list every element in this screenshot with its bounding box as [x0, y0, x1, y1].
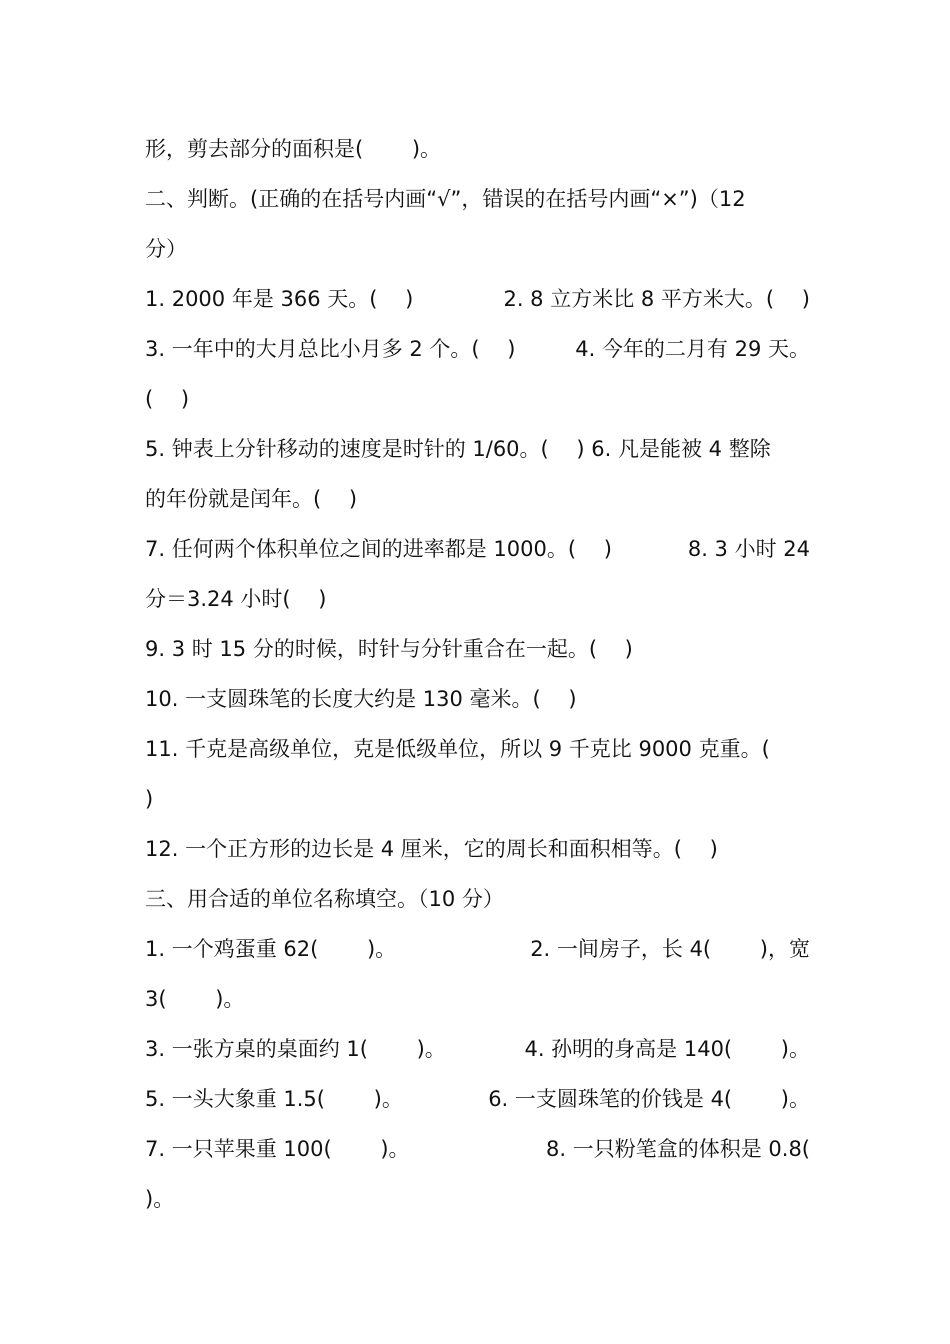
question-row	[145, 274, 810, 324]
exercise-text	[145, 124, 810, 1224]
text-line: 11. 千克是高级单位，克是低级单位，所以 9 千克比 9000 克重。(	[145, 737, 770, 761]
question-right: 6. 一支圆珠笔的价钱是 4( )。	[488, 1087, 810, 1111]
text-line: 的年份就是闰年。( )	[145, 487, 358, 511]
text-line: 10. 一支圆珠笔的长度大约是 130 毫米。( )	[145, 687, 577, 711]
text-line: 分）	[145, 237, 187, 261]
question-row	[145, 324, 810, 374]
question-right: 8. 3 小时 24	[687, 537, 810, 561]
question-right: 4. 孙明的身高是 140( )。	[524, 1037, 810, 1061]
text-line: ( )	[145, 387, 190, 411]
question-row	[145, 1024, 810, 1074]
question-left: 1. 2000 年是 366 天。( )	[145, 287, 414, 311]
question-left: 7. 一只苹果重 100( )。	[145, 1137, 410, 1161]
text-line: )。	[145, 1187, 175, 1211]
text-line: 三、用合适的单位名称填空。（10 分）	[145, 887, 504, 911]
text-line: 9. 3 时 15 分的时候，时针与分针重合在一起。( )	[145, 637, 633, 661]
text-line: 二、判断。(正确的在括号内画“√”，错误的在括号内画“×”)（12	[145, 187, 746, 211]
question-row	[145, 1074, 810, 1124]
question-left: 3. 一张方桌的桌面约 1( )。	[145, 1037, 446, 1061]
text-line: 分＝3.24 小时( )	[145, 587, 327, 611]
question-left: 5. 一头大象重 1.5( )。	[145, 1087, 403, 1111]
question-left: 1. 一个鸡蛋重 62( )。	[145, 937, 397, 961]
question-row	[145, 924, 810, 974]
text-line: )	[145, 787, 154, 811]
question-row	[145, 1124, 810, 1174]
question-row	[145, 524, 810, 574]
question-left: 7. 任何两个体积单位之间的进率都是 1000。( )	[145, 537, 612, 561]
text-line: 12. 一个正方形的边长是 4 厘米，它的周长和面积相等。( )	[145, 837, 718, 861]
question-right: 8. 一只粉笔盒的体积是 0.8(	[546, 1137, 810, 1161]
text-line: 3( )。	[145, 987, 245, 1011]
text-line: 5. 钟表上分针移动的速度是时针的 1/60。( ) 6. 凡是能被 4 整除	[145, 437, 771, 461]
question-right: 2. 一间房子，长 4( )，宽	[530, 937, 810, 961]
question-left: 3. 一年中的大月总比小月多 2 个。( )	[145, 337, 516, 361]
text-line: 形，剪去部分的面积是( )。	[145, 137, 442, 161]
question-right: 2. 8 立方米比 8 平方米大。( )	[503, 287, 810, 311]
question-right: 4. 今年的二月有 29 天。	[575, 337, 810, 361]
